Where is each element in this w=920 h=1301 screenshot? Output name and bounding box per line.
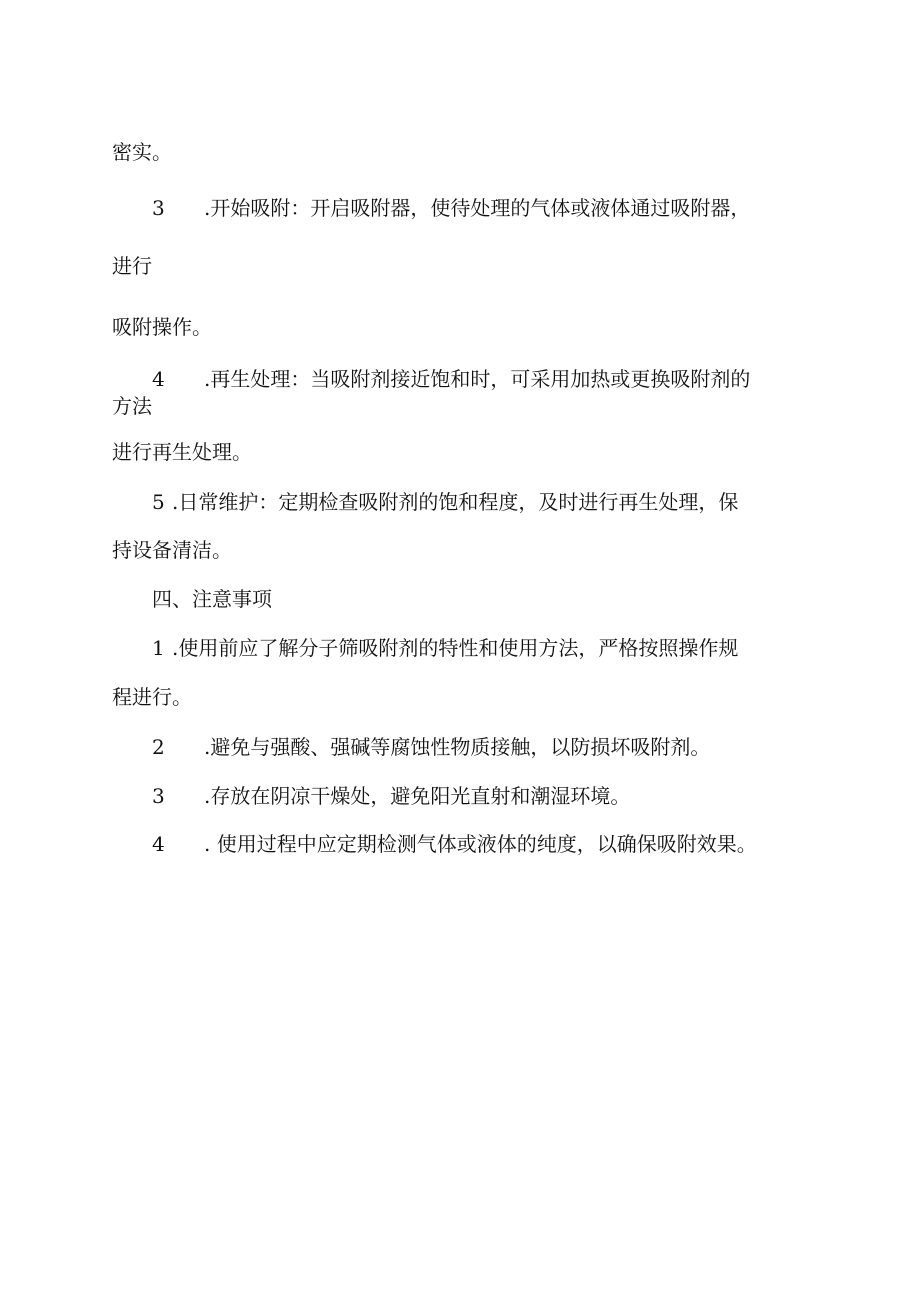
- text-line-3: [112, 254, 152, 278]
- list-text: . 使用过程中应定期检测气体或液体的纯度，以确保吸附效果。: [204, 832, 757, 856]
- list-text: .避免与强酸、强碱等腐蚀性物质接触，以防损坏吸附剂。: [204, 735, 711, 759]
- line-text: 密实。: [112, 140, 172, 164]
- text-line-9: [112, 538, 232, 562]
- list-item-3-start-adsorption: [152, 196, 750, 220]
- line-text: 吸附操作。: [112, 315, 212, 339]
- line-text: 方法: [112, 394, 152, 418]
- list-number: 4: [152, 832, 165, 856]
- list-text: .开始吸附：开启吸附器，使待处理的气体或液体通过吸附器，: [204, 196, 751, 220]
- list-number: 2: [152, 735, 165, 759]
- list-item-4-regeneration: [152, 367, 750, 391]
- list-text: .存放在阴凉干燥处，避免阳光直射和潮湿环境。: [204, 784, 631, 808]
- line-text: 程进行。: [112, 685, 192, 709]
- list-item-1-before-use: [152, 636, 738, 660]
- list-text: .使用前应了解分子筛吸附剂的特性和使用方法，严格按照操作规: [172, 636, 739, 660]
- text-line-12: [112, 685, 192, 709]
- line-text: 进行再生处理。: [112, 440, 252, 464]
- list-number: 1: [152, 636, 165, 660]
- list-number: 5: [152, 490, 165, 514]
- line-text: 进行: [112, 254, 152, 278]
- list-text: .日常维护：定期检查吸附剂的饱和程度，及时进行再生处理，保: [172, 490, 739, 514]
- list-number: 3: [152, 196, 165, 220]
- list-item-4-purity-check: [152, 832, 757, 856]
- line-text: 持设备清洁。: [112, 538, 232, 562]
- text-line-7: [112, 440, 252, 464]
- text-line-1: [112, 140, 172, 164]
- text-line-4: [112, 315, 212, 339]
- text-line-6: [112, 394, 152, 418]
- section-heading: [152, 587, 272, 611]
- list-item-2-avoid-corrosives: [152, 735, 710, 759]
- list-number: 4: [152, 367, 165, 391]
- list-number: 3: [152, 784, 165, 808]
- list-item-5-daily-maintenance: [152, 490, 738, 514]
- list-item-3-storage: [152, 784, 630, 808]
- list-text: .再生处理：当吸附剂接近饱和时，可采用加热或更换吸附剂的: [204, 367, 751, 391]
- section-heading-text: 四、注意事项: [152, 587, 272, 611]
